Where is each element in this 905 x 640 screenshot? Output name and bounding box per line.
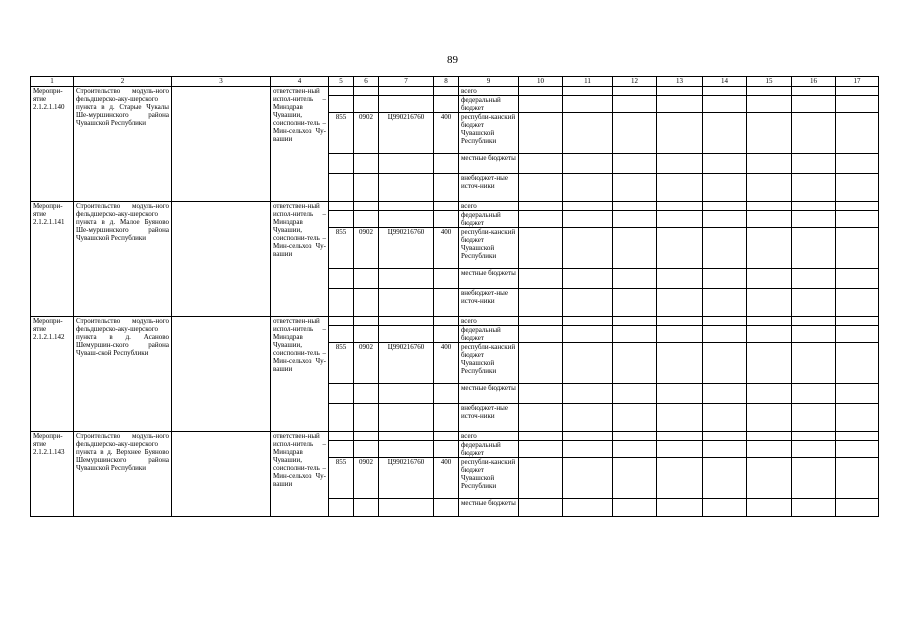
grbs-cell (329, 96, 354, 113)
grbs-cell (329, 499, 354, 517)
column-number-cell: 3 (172, 77, 271, 87)
budget-table (30, 76, 879, 517)
table-row (31, 87, 879, 96)
vr-cell (434, 96, 459, 113)
amount-cell (563, 499, 613, 517)
executor-cell: ответствен-ный испол-нитель – Минздрав Чувашии, соисполни-тель – Мин-сельхоз Чу-вашии (271, 317, 329, 432)
amount-cell (836, 317, 879, 326)
amount-cell (657, 211, 703, 228)
funding-source-cell: местные бюджеты (459, 384, 519, 404)
grbs-cell (329, 87, 354, 96)
amount-cell (519, 269, 563, 289)
amount-cell (836, 289, 879, 317)
csr-cell (379, 317, 434, 326)
amount-cell (792, 174, 836, 202)
amount-cell (657, 317, 703, 326)
funding-source-cell: всего (459, 87, 519, 96)
vr-cell: 400 (434, 113, 459, 154)
amount-cell (657, 432, 703, 441)
rz-pr-cell: 0902 (354, 343, 379, 384)
amount-cell (657, 343, 703, 384)
amount-cell (747, 269, 792, 289)
csr-cell: Ц990216760 (379, 343, 434, 384)
grbs-cell (329, 384, 354, 404)
amount-cell (563, 458, 613, 499)
amount-cell (792, 458, 836, 499)
column-number-cell: 5 (329, 77, 354, 87)
column-number-cell: 14 (703, 77, 747, 87)
amount-cell (747, 174, 792, 202)
amount-cell (747, 228, 792, 269)
rz-pr-cell (354, 317, 379, 326)
amount-cell (519, 326, 563, 343)
column-3-cell (172, 87, 271, 202)
amount-cell (792, 326, 836, 343)
amount-cell (519, 96, 563, 113)
amount-cell (613, 174, 657, 202)
amount-cell (703, 113, 747, 154)
vr-cell (434, 154, 459, 174)
amount-cell (613, 404, 657, 432)
grbs-cell: 855 (329, 113, 354, 154)
grbs-cell (329, 326, 354, 343)
vr-cell: 400 (434, 228, 459, 269)
amount-cell (836, 202, 879, 211)
amount-cell (703, 343, 747, 384)
amount-cell (657, 228, 703, 269)
csr-cell (379, 499, 434, 517)
amount-cell (703, 384, 747, 404)
amount-cell (519, 87, 563, 96)
csr-cell (379, 326, 434, 343)
amount-cell (703, 432, 747, 441)
amount-cell (747, 404, 792, 432)
vr-cell (434, 211, 459, 228)
amount-cell (613, 87, 657, 96)
amount-cell (747, 211, 792, 228)
vr-cell (434, 202, 459, 211)
grbs-cell (329, 404, 354, 432)
amount-cell (703, 174, 747, 202)
amount-cell (836, 228, 879, 269)
executor-cell: ответствен-ный испол-нитель – Минздрав Чувашии, соисполни-тель – Мин-сельхоз Чу-вашии (271, 87, 329, 202)
amount-cell (747, 317, 792, 326)
amount-cell (792, 113, 836, 154)
amount-cell (747, 458, 792, 499)
amount-cell (613, 202, 657, 211)
amount-cell (519, 211, 563, 228)
amount-cell (519, 343, 563, 384)
executor-cell: ответствен-ный испол-нитель – Минздрав Чувашии, соисполни-тель – Мин-сельхоз Чу-вашии (271, 432, 329, 517)
amount-cell (792, 269, 836, 289)
column-number-cell: 16 (792, 77, 836, 87)
csr-cell (379, 384, 434, 404)
amount-cell (747, 289, 792, 317)
amount-cell (747, 384, 792, 404)
rz-pr-cell (354, 202, 379, 211)
amount-cell (703, 404, 747, 432)
amount-cell (613, 432, 657, 441)
amount-cell (563, 96, 613, 113)
amount-cell (613, 269, 657, 289)
amount-cell (563, 404, 613, 432)
rz-pr-cell (354, 384, 379, 404)
grbs-cell: 855 (329, 458, 354, 499)
amount-cell (613, 96, 657, 113)
amount-cell (657, 289, 703, 317)
amount-cell (747, 202, 792, 211)
amount-cell (563, 228, 613, 269)
csr-cell (379, 269, 434, 289)
amount-cell (792, 289, 836, 317)
vr-cell (434, 499, 459, 517)
amount-cell (613, 289, 657, 317)
executor-cell: ответствен-ный испол-нитель – Минздрав Чувашии, соисполни-тель – Мин-сельхоз Чу-вашии (271, 202, 329, 317)
vr-cell (434, 174, 459, 202)
amount-cell (836, 269, 879, 289)
amount-cell (519, 228, 563, 269)
rz-pr-cell: 0902 (354, 228, 379, 269)
activity-id-cell: Меропри-ятие 2.1.2.1.143 (31, 432, 74, 517)
amount-cell (792, 499, 836, 517)
rz-pr-cell (354, 289, 379, 317)
amount-cell (519, 432, 563, 441)
amount-cell (747, 499, 792, 517)
amount-cell (613, 384, 657, 404)
amount-cell (563, 441, 613, 458)
amount-cell (657, 202, 703, 211)
rz-pr-cell: 0902 (354, 113, 379, 154)
amount-cell (519, 154, 563, 174)
amount-cell (747, 113, 792, 154)
vr-cell (434, 441, 459, 458)
funding-source-cell: республи-канский бюджет Чувашской Республики (459, 228, 519, 269)
rz-pr-cell (354, 404, 379, 432)
amount-cell (657, 441, 703, 458)
csr-cell (379, 174, 434, 202)
column-number-cell: 10 (519, 77, 563, 87)
amount-cell (563, 343, 613, 384)
vr-cell (434, 326, 459, 343)
funding-source-cell: республи-канский бюджет Чувашской Республики (459, 343, 519, 384)
amount-cell (613, 154, 657, 174)
column-number-cell: 12 (613, 77, 657, 87)
amount-cell (657, 154, 703, 174)
amount-cell (613, 458, 657, 499)
amount-cell (613, 441, 657, 458)
amount-cell (613, 211, 657, 228)
activity-name-cell: Строительство модуль-ного фельдшерско-аку-шерского пункта в д. Малое Буяново Ше-муршинского района Чувашской Республики (74, 202, 172, 317)
amount-cell (519, 384, 563, 404)
amount-cell (792, 343, 836, 384)
funding-source-cell: местные бюджеты (459, 154, 519, 174)
csr-cell (379, 154, 434, 174)
amount-cell (563, 202, 613, 211)
column-number-cell: 8 (434, 77, 459, 87)
table-row (31, 202, 879, 211)
amount-cell (836, 499, 879, 517)
amount-cell (563, 269, 613, 289)
activity-id-cell: Меропри-ятие 2.1.2.1.142 (31, 317, 74, 432)
csr-cell: Ц990216760 (379, 228, 434, 269)
column-number-cell: 13 (657, 77, 703, 87)
funding-source-cell: федеральный бюджет (459, 211, 519, 228)
amount-cell (563, 211, 613, 228)
amount-cell (792, 96, 836, 113)
grbs-cell (329, 202, 354, 211)
amount-cell (657, 113, 703, 154)
amount-cell (519, 113, 563, 154)
grbs-cell (329, 269, 354, 289)
rz-pr-cell (354, 154, 379, 174)
amount-cell (563, 87, 613, 96)
vr-cell: 400 (434, 458, 459, 499)
activity-id-cell: Меропри-ятие 2.1.2.1.140 (31, 87, 74, 202)
amount-cell (836, 384, 879, 404)
csr-cell: Ц990216760 (379, 458, 434, 499)
amount-cell (703, 458, 747, 499)
amount-cell (792, 228, 836, 269)
page-number: 89 (447, 54, 458, 66)
grbs-cell (329, 432, 354, 441)
column-number-cell: 11 (563, 77, 613, 87)
column-number-cell: 15 (747, 77, 792, 87)
amount-cell (792, 211, 836, 228)
funding-source-cell: федеральный бюджет (459, 96, 519, 113)
csr-cell (379, 96, 434, 113)
amount-cell (519, 499, 563, 517)
amount-cell (836, 174, 879, 202)
amount-cell (747, 96, 792, 113)
amount-cell (519, 441, 563, 458)
amount-cell (657, 87, 703, 96)
amount-cell (792, 441, 836, 458)
amount-cell (703, 96, 747, 113)
column-number-cell: 7 (379, 77, 434, 87)
csr-cell (379, 441, 434, 458)
amount-cell (563, 317, 613, 326)
rz-pr-cell (354, 499, 379, 517)
grbs-cell (329, 154, 354, 174)
csr-cell (379, 211, 434, 228)
amount-cell (613, 317, 657, 326)
funding-source-cell: всего (459, 317, 519, 326)
amount-cell (747, 87, 792, 96)
amount-cell (657, 404, 703, 432)
funding-source-cell: федеральный бюджет (459, 326, 519, 343)
rz-pr-cell (354, 174, 379, 202)
amount-cell (519, 404, 563, 432)
amount-cell (703, 211, 747, 228)
amount-cell (519, 289, 563, 317)
amount-cell (703, 326, 747, 343)
amount-cell (747, 441, 792, 458)
amount-cell (703, 154, 747, 174)
vr-cell (434, 317, 459, 326)
funding-source-cell: республи-канский бюджет Чувашской Республики (459, 113, 519, 154)
amount-cell (703, 499, 747, 517)
activity-name-cell: Строительство модуль-ного фельдшерско-аку-шерского пункта в д. Верхнее Буяново Шемуршинского района Чувашской Республики (74, 432, 172, 517)
vr-cell (434, 432, 459, 441)
rz-pr-cell (354, 441, 379, 458)
column-number-row (31, 77, 879, 87)
amount-cell (519, 317, 563, 326)
rz-pr-cell (354, 211, 379, 228)
amount-cell (519, 458, 563, 499)
rz-pr-cell (354, 96, 379, 113)
funding-source-cell: внебюджет-ные источ-ники (459, 404, 519, 432)
amount-cell (836, 343, 879, 384)
amount-cell (703, 317, 747, 326)
csr-cell (379, 87, 434, 96)
amount-cell (703, 202, 747, 211)
amount-cell (657, 326, 703, 343)
funding-source-cell: внебюджет-ные источ-ники (459, 289, 519, 317)
amount-cell (657, 96, 703, 113)
column-3-cell (172, 317, 271, 432)
amount-cell (657, 458, 703, 499)
vr-cell (434, 289, 459, 317)
amount-cell (563, 113, 613, 154)
amount-cell (836, 113, 879, 154)
vr-cell (434, 384, 459, 404)
vr-cell: 400 (434, 343, 459, 384)
funding-source-cell: местные бюджеты (459, 269, 519, 289)
funding-source-cell: республи-канский бюджет Чувашской Республики (459, 458, 519, 499)
csr-cell (379, 289, 434, 317)
amount-cell (792, 432, 836, 441)
rz-pr-cell (354, 269, 379, 289)
column-number-cell: 6 (354, 77, 379, 87)
amount-cell (836, 87, 879, 96)
column-number-cell: 17 (836, 77, 879, 87)
amount-cell (792, 202, 836, 211)
amount-cell (747, 432, 792, 441)
amount-cell (703, 228, 747, 269)
grbs-cell: 855 (329, 228, 354, 269)
table-row (31, 317, 879, 326)
amount-cell (703, 87, 747, 96)
vr-cell (434, 404, 459, 432)
amount-cell (703, 269, 747, 289)
column-3-cell (172, 432, 271, 517)
amount-cell (836, 326, 879, 343)
rz-pr-cell (354, 326, 379, 343)
amount-cell (657, 499, 703, 517)
amount-cell (747, 154, 792, 174)
amount-cell (836, 441, 879, 458)
amount-cell (792, 384, 836, 404)
amount-cell (703, 441, 747, 458)
amount-cell (563, 326, 613, 343)
funding-source-cell: местные бюджеты (459, 499, 519, 517)
amount-cell (519, 202, 563, 211)
amount-cell (563, 432, 613, 441)
grbs-cell (329, 174, 354, 202)
grbs-cell (329, 289, 354, 317)
amount-cell (563, 154, 613, 174)
column-number-cell: 1 (31, 77, 74, 87)
rz-pr-cell (354, 87, 379, 96)
amount-cell (792, 317, 836, 326)
amount-cell (792, 154, 836, 174)
amount-cell (657, 174, 703, 202)
activity-name-cell: Строительство модуль-ного фельдшерско-аку-шерского пункта в д. Асаново Шемуршин-ского района Чуваш-ской Республики (74, 317, 172, 432)
activity-id-cell: Меропри-ятие 2.1.2.1.141 (31, 202, 74, 317)
column-3-cell (172, 202, 271, 317)
amount-cell (792, 404, 836, 432)
amount-cell (563, 174, 613, 202)
table-row (31, 432, 879, 441)
amount-cell (657, 269, 703, 289)
funding-source-cell: всего (459, 432, 519, 441)
vr-cell (434, 269, 459, 289)
column-number-cell: 9 (459, 77, 519, 87)
csr-cell (379, 404, 434, 432)
amount-cell (747, 343, 792, 384)
amount-cell (747, 326, 792, 343)
amount-cell (836, 404, 879, 432)
amount-cell (563, 384, 613, 404)
amount-cell (613, 499, 657, 517)
amount-cell (563, 289, 613, 317)
amount-cell (613, 343, 657, 384)
column-number-cell: 4 (271, 77, 329, 87)
grbs-cell (329, 441, 354, 458)
amount-cell (836, 154, 879, 174)
csr-cell: Ц990216760 (379, 113, 434, 154)
funding-source-cell: внебюджет-ные источ-ники (459, 174, 519, 202)
vr-cell (434, 87, 459, 96)
grbs-cell (329, 317, 354, 326)
amount-cell (613, 326, 657, 343)
amount-cell (792, 87, 836, 96)
amount-cell (519, 174, 563, 202)
funding-source-cell: федеральный бюджет (459, 441, 519, 458)
amount-cell (836, 211, 879, 228)
amount-cell (836, 432, 879, 441)
grbs-cell: 855 (329, 343, 354, 384)
amount-cell (657, 384, 703, 404)
grbs-cell (329, 211, 354, 228)
csr-cell (379, 202, 434, 211)
rz-pr-cell: 0902 (354, 458, 379, 499)
amount-cell (836, 96, 879, 113)
rz-pr-cell (354, 432, 379, 441)
csr-cell (379, 432, 434, 441)
activity-name-cell: Строительство модуль-ного фельдшерско-аку-шерского пункта в д. Старые Чукалы Ше-муршинского района Чувашской Республики (74, 87, 172, 202)
amount-cell (836, 458, 879, 499)
column-number-cell: 2 (74, 77, 172, 87)
funding-source-cell: всего (459, 202, 519, 211)
amount-cell (703, 289, 747, 317)
amount-cell (613, 228, 657, 269)
amount-cell (613, 113, 657, 154)
